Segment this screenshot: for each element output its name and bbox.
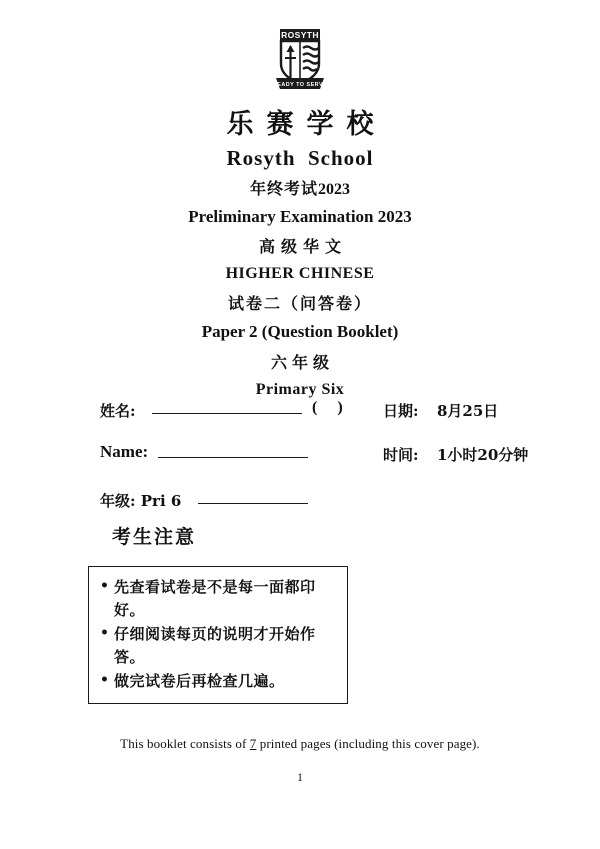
exam-year: 2023 xyxy=(318,181,350,198)
notice-heading: 考生注意 xyxy=(112,526,197,548)
name-en-input-line[interactable] xyxy=(158,442,308,458)
subject-en: HIGHER CHINESE xyxy=(225,265,375,282)
index-number-field[interactable]: ( ) xyxy=(312,399,343,416)
name-cn-label: 姓名: xyxy=(100,402,136,420)
booklet-page-note xyxy=(0,736,600,752)
paper-label-en: Paper 2 (Question Booklet) xyxy=(201,322,399,341)
duration-value: 1小时20分钟 xyxy=(437,446,529,464)
svg-text:READY TO SERVE: READY TO SERVE xyxy=(273,82,327,88)
field-row-name-en xyxy=(0,442,600,468)
field-row-grade xyxy=(0,488,600,514)
exam-title-cn xyxy=(0,176,600,202)
notice-item: • 先查看试卷是不是每一面都印好。 xyxy=(99,576,335,622)
field-row-name-cn xyxy=(0,398,600,424)
note-prefix: This booklet consists of xyxy=(120,736,247,751)
notice-list xyxy=(99,576,335,693)
notice-box xyxy=(88,566,348,704)
school-name-cn: 乐赛学校 xyxy=(226,109,387,140)
notice-item: • 做完试卷后再检查几遍。 xyxy=(99,670,335,693)
note-suffix: printed pages (including this cover page). xyxy=(259,736,480,751)
duration-label: 时间: xyxy=(383,446,419,464)
crest-container xyxy=(0,26,600,92)
title-block xyxy=(0,108,600,402)
exam-title-cn-text: 年终考试 xyxy=(249,179,318,198)
page-number: 1 xyxy=(297,770,303,784)
date-label: 日期: xyxy=(383,402,419,420)
grade-input-line[interactable] xyxy=(198,488,308,504)
grade-label: 年级: Pri 6 xyxy=(100,492,182,510)
paper-label-cn: 试卷二（问答卷） xyxy=(227,294,372,313)
candidate-fields xyxy=(0,398,600,528)
school-crest-icon xyxy=(273,26,327,92)
date-value: 8月25日 xyxy=(437,402,499,420)
printed-page-count: 7 xyxy=(249,736,257,751)
name-input-line[interactable] xyxy=(152,398,302,414)
name-en-label: Name: xyxy=(100,442,149,461)
level-en: Primary Six xyxy=(255,381,345,398)
notice-item: • 仔细阅读每页的说明才开始作答。 xyxy=(99,623,335,669)
subject-cn: 高级华文 xyxy=(258,237,347,256)
exam-title-en: Preliminary Examination 2023 xyxy=(188,207,412,226)
svg-text:ROSYTH: ROSYTH xyxy=(281,30,319,40)
school-name-en: Rosyth School xyxy=(226,146,374,170)
level-cn: 六年级 xyxy=(270,353,334,372)
